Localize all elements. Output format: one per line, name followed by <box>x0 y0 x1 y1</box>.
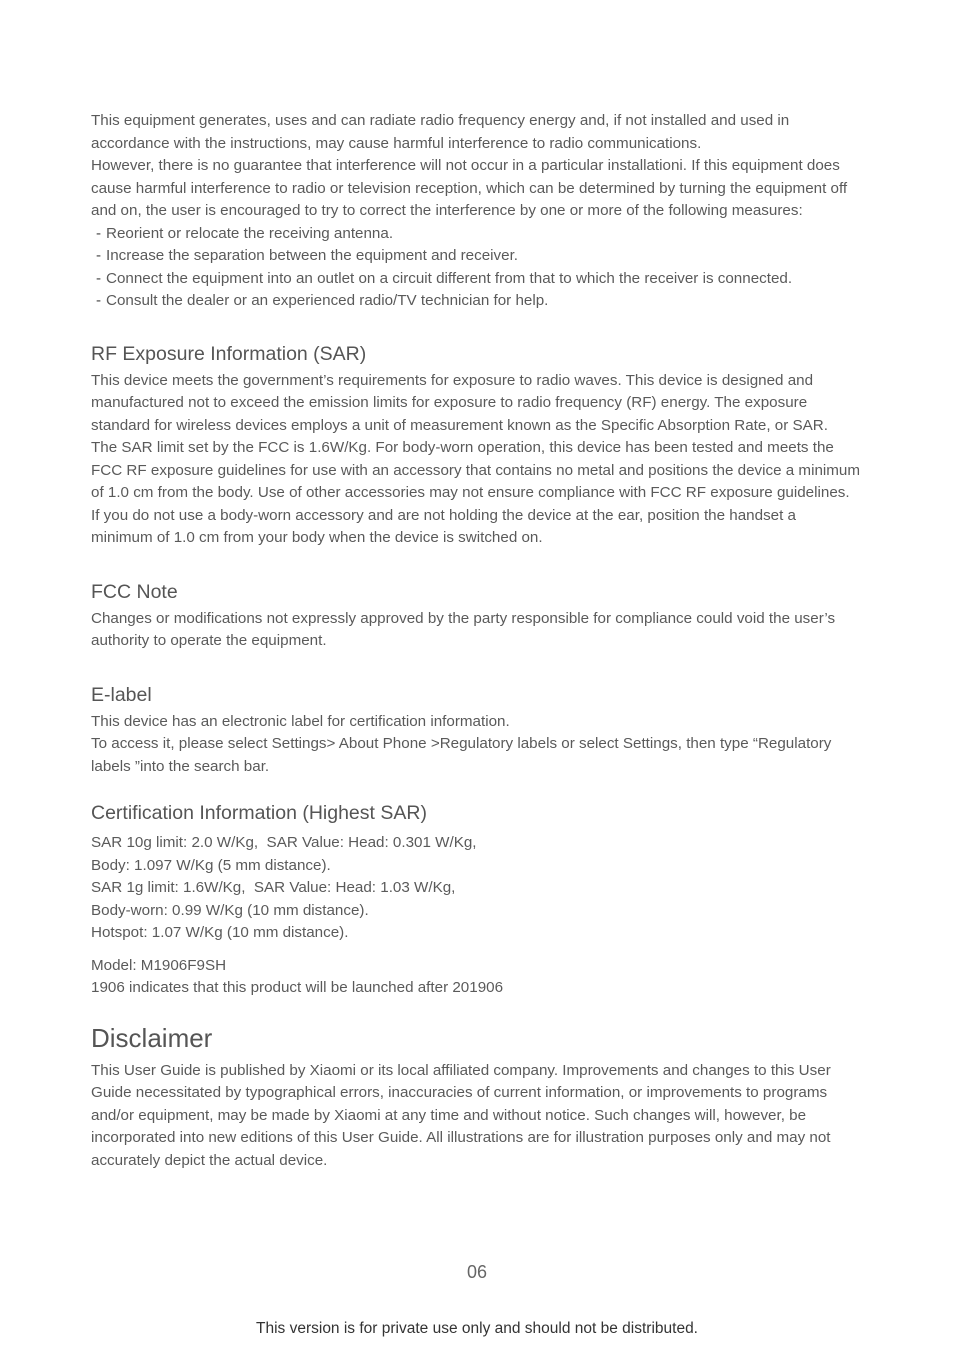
e-label-heading: E-label <box>91 683 152 706</box>
model-text: Model: M1906F9SH <box>91 956 227 974</box>
list-item-text: Connect the equipment into an outlet on a circuit different from that to which the receiver is connected. <box>106 269 793 287</box>
sar-line: Hotspot: 1.07 W/Kg (10 mm distance). <box>91 924 349 941</box>
list-item-text: Consult the dealer or an experienced radio/TV technician for help. <box>106 292 549 309</box>
disclaimer-paragraph: This User Guide is published by Xiaomi or its local affiliated company. Improvements and changes to this User Guide necessitated by typographical errors, inaccuracies of current information, or improvements to programs and/or equipment, may be made by Xiaomi at any time and without notice. Such changes will, however, be incorporated into new editions of this User Guide. All illustrations are for illustration purposes only and may not accurately depict the actual device. <box>91 1061 831 1169</box>
fcc-note-heading: FCC Note <box>91 580 178 603</box>
dash-bullet-icon: - <box>96 224 102 242</box>
list-item <box>94 290 861 313</box>
spacer <box>91 945 861 955</box>
document-body <box>91 110 861 1172</box>
rf-exposure-heading: RF Exposure Information (SAR) <box>91 342 367 365</box>
rf-paragraph-2: The SAR limit set by the FCC is 1.6W/Kg. For body-worn operation, this device has been tested and meets the FCC RF exposure guidelines for use with an accessory that contains no metal and positions the device a minimum of 1.0 cm from the body. Use of other accessories may not ensure compliance with FCC RF exposure guidelines. If you do not use a body-worn accessory and are not holding the device at the ear, position the handset a minimum of 1.0 cm from your body when the device is switched on. <box>91 439 861 546</box>
launch-text: 1906 indicates that this product will be launched after 201906 <box>91 979 504 996</box>
list-item-text: Reorient or relocate the receiving antenna. <box>106 224 394 242</box>
e-label-paragraph: This device has an electronic label for certification information. <box>91 712 510 730</box>
list-item-text: Increase the separation between the equipment and receiver. <box>106 247 519 264</box>
intro-paragraph-2: However, there is no guarantee that interference will not occur in a particular installationi. If this equipment does cause harmful interference to radio or television reception, which can be determined by turning the equipment off and on, the user is encouraged to try to correct the interference by one or more of the following measures: <box>91 157 848 219</box>
e-label-paragraph-2: To access it, please select Settings> About Phone >Regulatory labels or select Settings, then type “Regulatory labels ”into the search bar. <box>91 735 832 775</box>
measures-list <box>91 223 861 313</box>
dash-bullet-icon: - <box>96 269 102 287</box>
sar-line: Body: 1.097 W/Kg (5 mm distance). <box>91 856 331 874</box>
footer-notice: This version is for private use only and should not be distributed. <box>256 1320 698 1337</box>
fcc-paragraph: Changes or modifications not expressly approved by the party responsible for compliance could void the user’s authority to operate the equipment. <box>91 609 836 649</box>
sar-line: Body-worn: 0.99 W/Kg (10 mm distance). <box>91 901 369 919</box>
dash-bullet-icon: - <box>96 247 102 264</box>
disclaimer-heading: Disclaimer <box>91 1022 213 1053</box>
sar-line: SAR 1g limit: 1.6W/Kg, SAR Value: Head: 1.03 W/Kg, <box>91 879 456 896</box>
dash-bullet-icon: - <box>96 292 102 309</box>
list-item <box>94 245 861 268</box>
page-number: 06 <box>466 1262 488 1282</box>
sar-line: SAR 10g limit: 2.0 W/Kg, SAR Value: Head: 0.301 W/Kg, <box>91 834 477 851</box>
list-item <box>94 223 861 246</box>
list-item <box>94 268 861 291</box>
intro-paragraph: This equipment generates, uses and can radiate radio frequency energy and, if not installed and used in accordance with the instructions, may cause harmful interference to radio communications. <box>91 112 790 152</box>
certification-heading: Certification Information (Highest SAR) <box>91 802 427 824</box>
rf-paragraph: This device meets the government’s requirements for exposure to radio waves. This device is designed and manufactured not to exceed the emission limits for exposure to radio frequency (RF) energy. The exposure standard for wireless devices employs a unit of measurement known as the Specific Absorption Rate, or SAR. <box>91 371 828 434</box>
